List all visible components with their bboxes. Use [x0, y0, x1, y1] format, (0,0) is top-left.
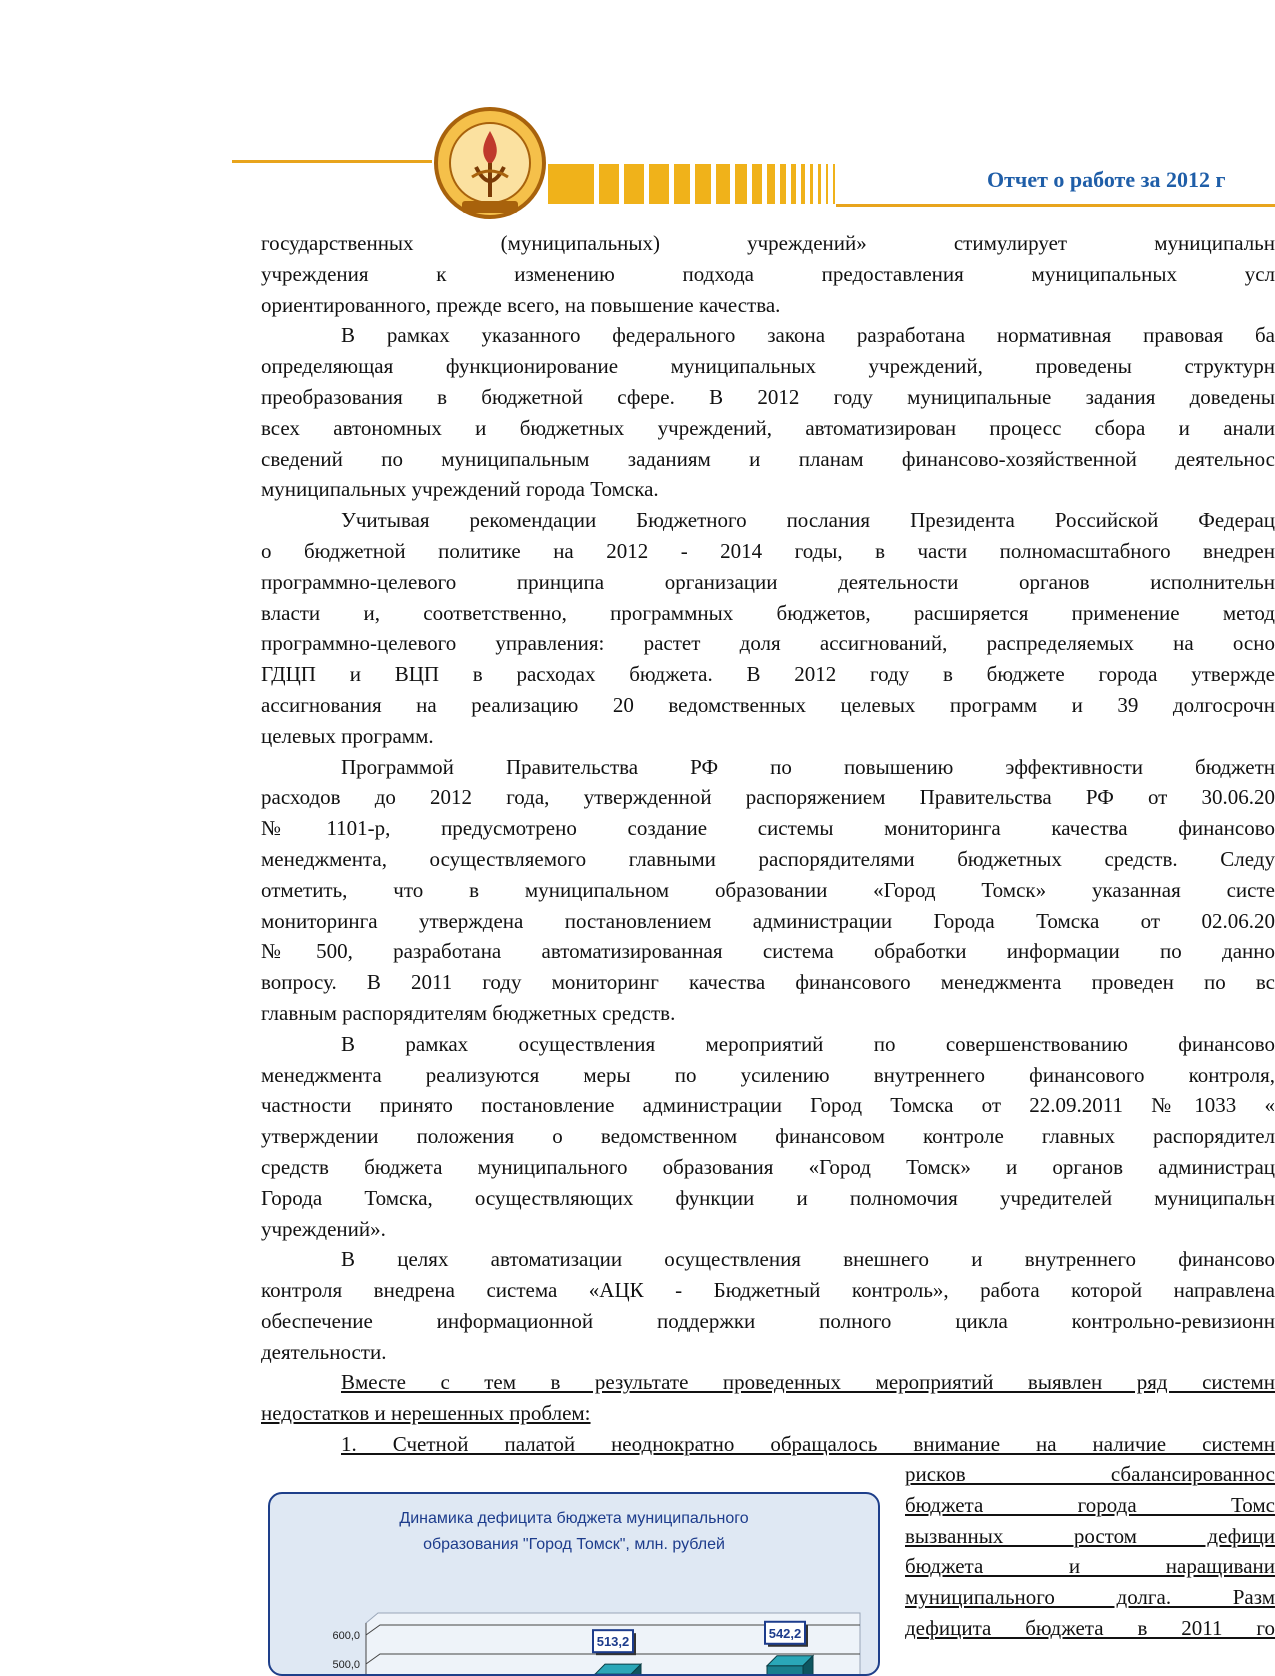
- text-line: определяющая функционирование муниципальных учреждений, проведены структурн: [261, 354, 1275, 379]
- header-left-rule: [232, 160, 432, 163]
- emblem-logo-icon: [432, 105, 548, 221]
- chart-plot: [270, 1494, 878, 1674]
- text-line: ГДЦП и ВЦП в расходах бюджета. В 2012 году в бюджете города утвержде: [261, 662, 1275, 687]
- text-line: о бюджетной политике на 2012 - 2014 годы, в части полномасштабного внедрен: [261, 538, 1275, 563]
- chart-data-label: 513,2: [596, 1634, 630, 1650]
- text-line: муниципальных учреждений города Томска.: [261, 477, 659, 502]
- chart-bar: [767, 1666, 803, 1674]
- text-line: деятельности.: [261, 1339, 387, 1364]
- text-line: Вместе с тем в результате проведенных мероприятий выявлен ряд системн: [341, 1370, 1275, 1395]
- text-line: №500, разработана автоматизированная система обработки информации по данно: [261, 939, 1275, 964]
- chart-y-tick-label: 500,0: [332, 1659, 360, 1671]
- document-body: [261, 228, 1275, 1460]
- text-line: бюджета города Томс: [905, 1492, 1275, 1517]
- text-line: вызванных ростом дефици: [905, 1523, 1275, 1548]
- text-line: контроля внедрена система «АЦК - Бюджетный контроль», работа которой направлена: [261, 1278, 1275, 1303]
- text-line: мониторинга утверждена постановлением администрации Города Томска от 02.06.20: [261, 908, 1275, 933]
- text-line: частности принято постановление администрации Город Томска от 22.09.2011 №1033 «: [261, 1093, 1275, 1118]
- text-line: утверждении положения о ведомственном финансовом контроле главных распорядител: [261, 1124, 1275, 1149]
- text-line: В целях автоматизации осуществления внешнего и внутреннего финансово: [341, 1247, 1275, 1272]
- report-title: Отчет о работе за 2012 г: [987, 167, 1226, 192]
- text-line: В рамках указанного федерального закона разработана нормативная правовая ба: [341, 323, 1275, 348]
- header-right-rule: [836, 204, 1275, 207]
- text-line: программно-целевого принципа организации деятельности органов исполнительн: [261, 569, 1275, 594]
- right-column-text: [905, 1459, 1275, 1644]
- text-line: менеджмента, осуществляемого главными распорядителями бюджетных средств. Следу: [261, 846, 1275, 871]
- text-line: власти и, соответственно, программных бюджетов, расширяется применение метод: [261, 600, 1275, 625]
- text-line: средств бюджета муниципального образования «Город Томск» и органов администрац: [261, 1154, 1275, 1179]
- chart-y-tick-label: 600,0: [332, 1630, 360, 1642]
- text-line: 1. Счетной палатой неоднократно обращалось внимание на наличие системн: [341, 1432, 1275, 1457]
- text-line: учреждения к изменению подхода предоставления муниципальных усл: [261, 261, 1275, 286]
- text-line: отметить, что в муниципальном образовании «Город Томск» указанная систе: [261, 877, 1275, 902]
- text-line: менеджмента реализуются меры по усилению внутреннего финансового контроля,: [261, 1062, 1275, 1087]
- text-line: муниципального долга. Разм: [905, 1585, 1275, 1610]
- chart-title-line: образования "Город Томск", млн. рублей: [423, 1536, 725, 1553]
- text-line: расходов до 2012 года, утвержденной распоряжением Правительства РФ от 30.06.20: [261, 785, 1275, 810]
- text-line: программно-целевого управления: растет доля ассигнований, распределяемых на осно: [261, 631, 1275, 656]
- text-line: недостатков и нерешенных проблем:: [261, 1401, 591, 1426]
- text-line: рисков сбалансированнос: [905, 1462, 1275, 1486]
- text-line: В рамках осуществления мероприятий по совершенствованию финансово: [341, 1031, 1275, 1056]
- text-line: ориентированного, прежде всего, на повышение качества.: [261, 292, 781, 317]
- chart-title-line: Динамика дефицита бюджета муниципального: [399, 1510, 749, 1527]
- text-line: бюджета и наращивани: [905, 1554, 1275, 1579]
- text-line: государственных (муниципальных) учреждений» стимулирует муниципальн: [261, 231, 1275, 255]
- text-line: сведений по муниципальным заданиям и планам финансово-хозяйственной деятельнос: [261, 446, 1275, 471]
- text-line: преобразования в бюджетной сфере. В 2012 году муниципальные задания доведены: [261, 384, 1275, 409]
- text-line: главным распорядителям бюджетных средств.: [261, 1000, 676, 1025]
- chart-data-label: 542,2: [768, 1625, 802, 1641]
- text-line: Программой Правительства РФ по повышению эффективности бюджетн: [341, 754, 1275, 779]
- text-line: Города Томска, осуществляющих функции и полномочия учредителей муниципальн: [261, 1185, 1275, 1210]
- text-line: №1101-р, предусмотрено создание системы мониторинга качества финансово: [261, 816, 1275, 841]
- text-line: обеспечение информационной поддержки полного цикла контрольно-ревизионн: [261, 1308, 1275, 1333]
- text-line: дефицита бюджета в 2011 го: [905, 1615, 1275, 1640]
- text-line: вопросу. В 2011 году мониторинг качества финансового менеджмента проведен по вс: [261, 970, 1275, 995]
- header-stripe-bar: [548, 164, 840, 204]
- text-line: всех автономных и бюджетных учреждений, автоматизирован процесс сбора и анали: [261, 415, 1275, 440]
- text-line: Учитывая рекомендации Бюджетного послания Президента Российской Федерац: [341, 508, 1275, 533]
- text-line: целевых программ.: [261, 723, 434, 748]
- text-line: учреждений».: [261, 1216, 386, 1241]
- text-line: ассигнования на реализацию 20 ведомственных целевых программ и 39 долгосрочн: [261, 692, 1275, 717]
- deficit-chart: [268, 1492, 880, 1676]
